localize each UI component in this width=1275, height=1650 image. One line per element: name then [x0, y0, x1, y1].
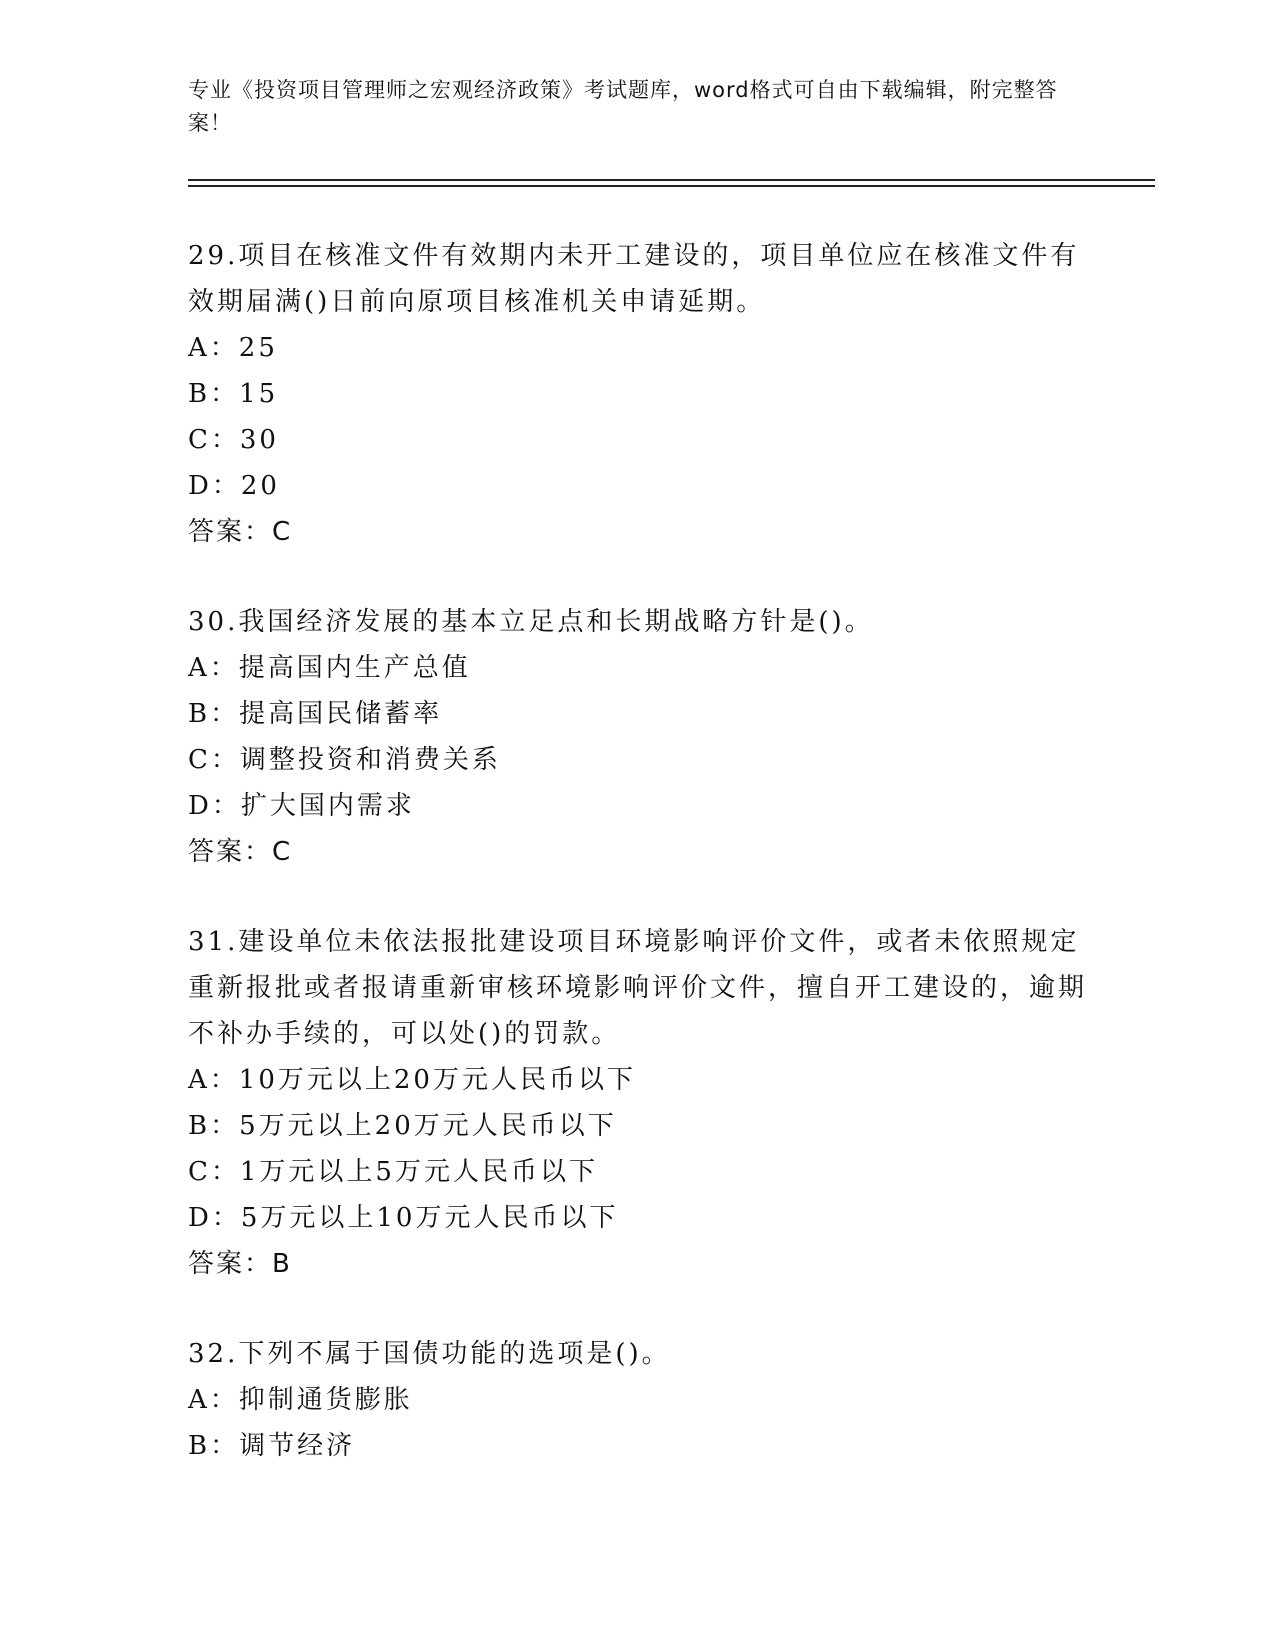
answer-line: 答案：C: [188, 837, 293, 867]
question-30: [188, 599, 1088, 875]
question-list: [188, 233, 1088, 1513]
option-c: C：30: [188, 425, 279, 455]
question-text: 32.下列不属于国债功能的选项是()。: [188, 1339, 671, 1369]
question-29: [188, 233, 1088, 555]
answer-line: 答案：B: [188, 1249, 292, 1279]
question-text: 30.我国经济发展的基本立足点和长期战略方针是()。: [188, 607, 874, 637]
option-d: D：20: [188, 471, 280, 501]
option-b: B：调节经济: [188, 1431, 356, 1461]
option-d: D：5万元以上10万元人民币以下: [188, 1203, 619, 1233]
header-note: 专业《投资项目管理师之宏观经济政策》考试题库，word格式可自由下载编辑，附完整答案！: [188, 78, 1058, 135]
header-divider: [188, 179, 1155, 187]
question-32: [188, 1331, 1088, 1469]
option-b: B：提高国民储蓄率: [188, 699, 443, 729]
question-text: 29.项目在核准文件有效期内未开工建设的，项目单位应在核准文件有效期届满()日前向原项目核准机关申请延期。: [188, 241, 1080, 317]
option-d: D：扩大国内需求: [188, 791, 415, 821]
option-a: A：25: [188, 333, 278, 363]
question-31: [188, 919, 1088, 1287]
option-c: C：1万元以上5万元人民币以下: [188, 1157, 598, 1187]
option-a: A：抑制通货膨胀: [188, 1385, 413, 1415]
option-b: B：5万元以上20万元人民币以下: [188, 1111, 617, 1141]
answer-line: 答案：C: [188, 517, 293, 547]
option-c: C：调整投资和消费关系: [188, 745, 501, 775]
question-text: 31.建设单位未依法报批建设项目环境影响评价文件，或者未依照规定重新报批或者报请重新审核环境影响评价文件，擅自开工建设的，逾期不补办手续的，可以处()的罚款。: [188, 927, 1088, 1049]
option-a: A：10万元以上20万元人民币以下: [188, 1065, 636, 1095]
option-b: B：15: [188, 379, 279, 409]
option-a: A：提高国内生产总值: [188, 653, 471, 683]
